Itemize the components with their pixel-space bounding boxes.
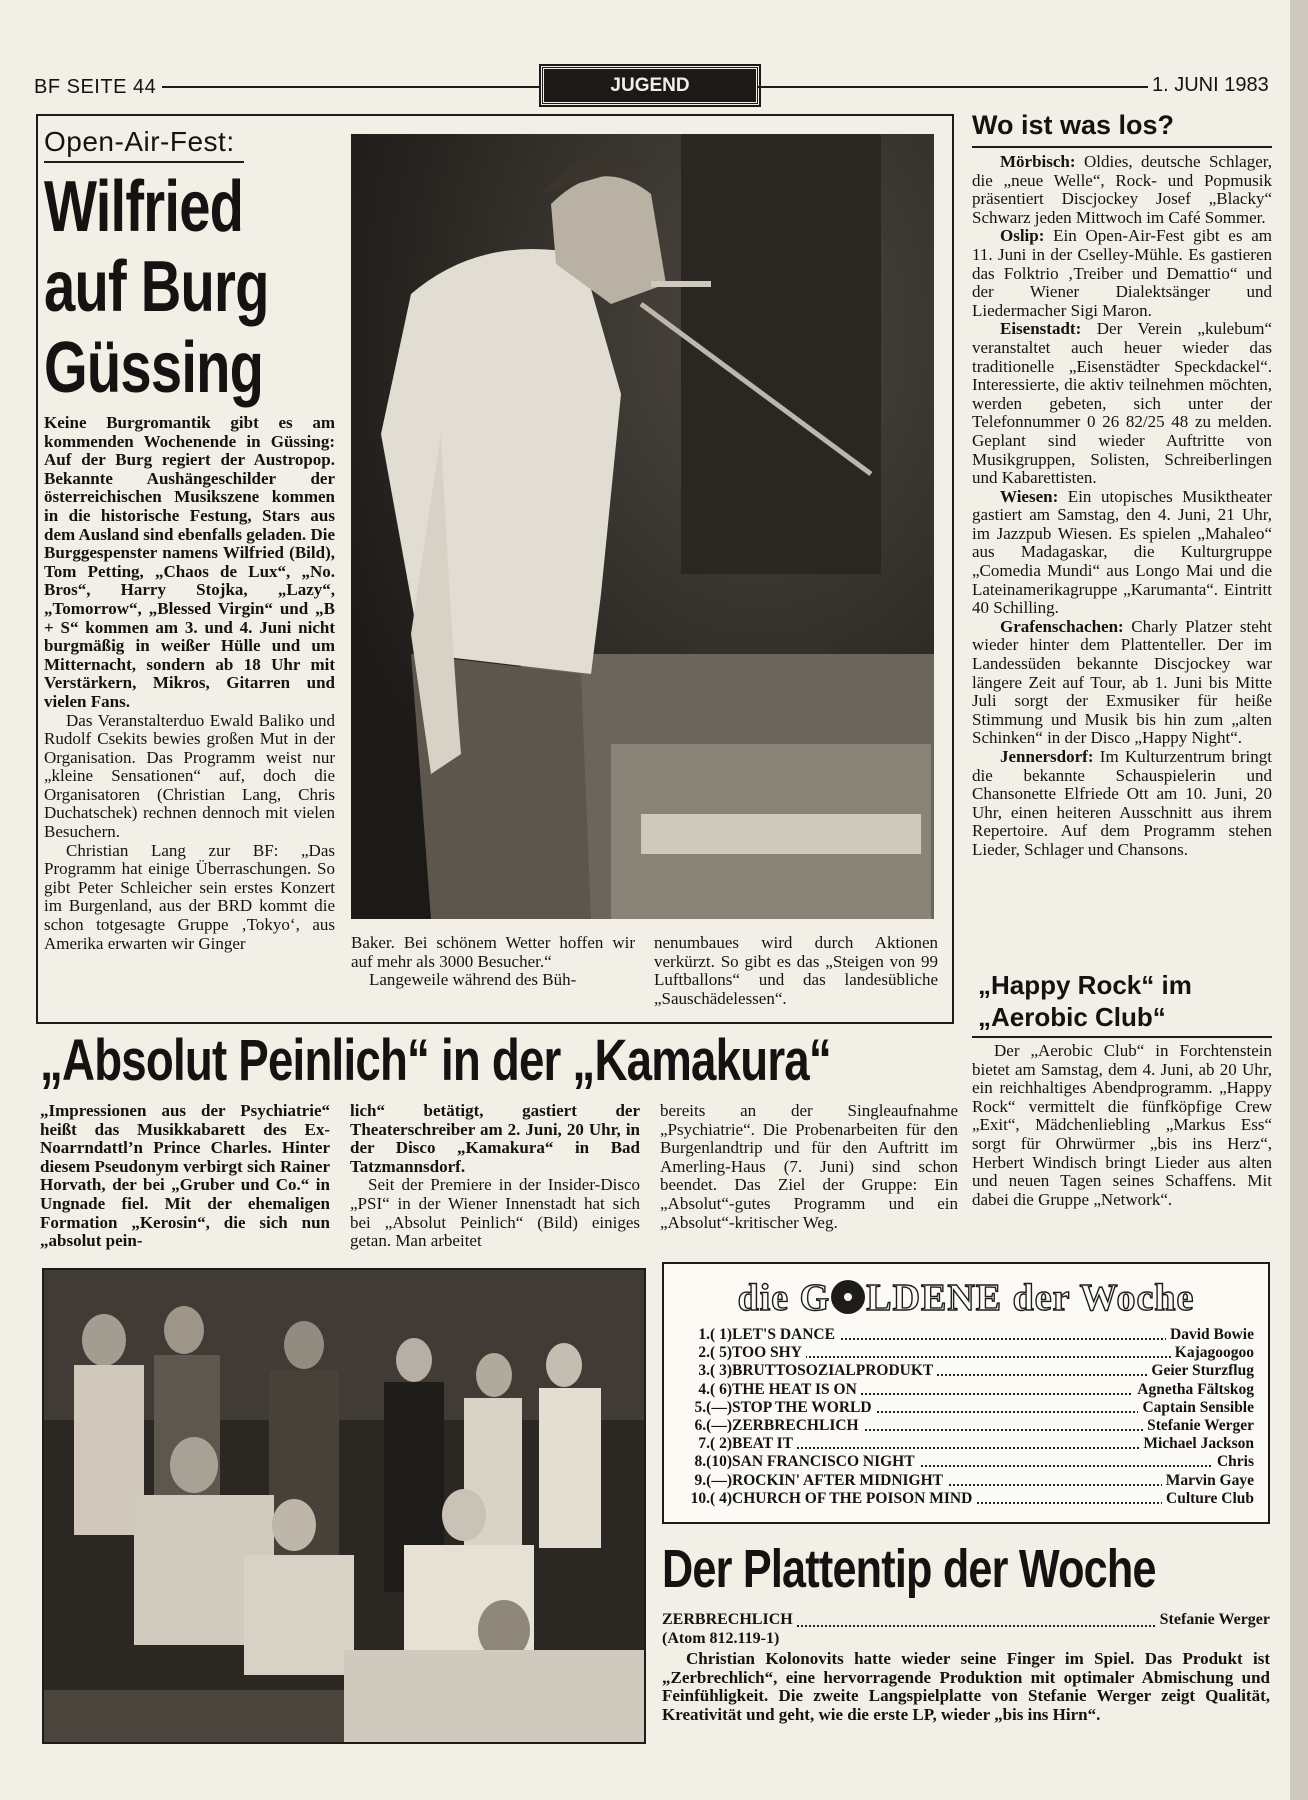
chart-position: [678, 1362, 732, 1380]
plattentip-headline: Der Plattentip der Woche: [662, 1539, 1156, 1599]
sidebar-entry-place: Mörbisch:: [1000, 153, 1076, 171]
chart-position: [678, 1472, 732, 1490]
chart-title-part: G: [799, 1277, 831, 1319]
chart-rank: 8.: [694, 1453, 707, 1471]
sidebar-entry-place: Wiesen:: [1000, 486, 1059, 506]
sidebar-title-rule: [972, 146, 1272, 148]
chart-position: [678, 1381, 732, 1399]
second-col3-text: bereits an der Singleaufnahme „Psychiatrie“. Die Probenarbeiten für den Burgenlandtrip und für den Auftritt im Amerling-Haus (7. Juni) sind schon beendet. Das Ziel der Gruppe: Ein „Absolut“-gutes Programm und ein „Absolut“-kritischer Weg.: [660, 1102, 958, 1232]
happy-rock-rule: [972, 1036, 1272, 1038]
chart-title-part: der Woche: [1002, 1277, 1195, 1319]
chart-song-title: ZERBRECHLICH: [732, 1417, 863, 1434]
chart-rank: 10.: [690, 1489, 711, 1507]
chart-list: [664, 1326, 1268, 1512]
second-col3: [660, 1102, 958, 1252]
lead-photo-graphic: [351, 134, 934, 919]
chart-song-title: THE HEAT IS ON: [732, 1381, 861, 1398]
sidebar-entry-text: Oldies, deutsche Schlager, die „neue Welle“, Rock- und Popmusik präsentiert Discjockey Josef „Blacky“ Schwarz jeden Mittwoch im Café Sommer.: [972, 153, 1272, 227]
page-folio: BF SEITE 44: [34, 76, 157, 98]
chart-position: [678, 1417, 732, 1435]
chart-row: [678, 1381, 1254, 1399]
chart-prev-rank: ( 6): [710, 1380, 732, 1398]
sidebar-entry-place: Oslip:: [1000, 226, 1045, 246]
sidebar-entry: [972, 320, 1272, 487]
chart-position: [678, 1326, 732, 1344]
plattentip-record-artist: Stefanie Werger: [1156, 1611, 1270, 1629]
chart-prev-rank: ( 5): [710, 1344, 732, 1362]
lead-col3-text: nenumbaues wird durch Aktionen verkürzt. So gibt es das „Steigen von 99 Luftballons“ und das landesübliche „Sauschädelessen“.: [654, 934, 938, 1008]
sidebar-entry: [972, 227, 1272, 320]
lead-photo-wilfried: [351, 134, 934, 919]
chart-song-title: TOO SHY: [732, 1344, 806, 1361]
chart-rank: 1.: [698, 1326, 711, 1343]
chart-row: [678, 1362, 1254, 1380]
happy-rock-headline-1: „Happy Rock“ im: [978, 970, 1192, 1000]
chart-artist: Michael Jackson: [1139, 1435, 1254, 1453]
chart-position: [678, 1435, 732, 1453]
chart-box: [662, 1262, 1270, 1524]
chart-rank: 9.: [694, 1471, 707, 1489]
sidebar-entry-text: Ein Open-Air-Fest gibt es am 11. Juni in der Cselley-Mühle. Es gastieren das Folktrio ‚Treiber und Demattio“ und der Wiener Dialektsänger und Liedermacher Sigi Maron.: [972, 226, 1272, 320]
page-edge: [1290, 0, 1308, 1800]
group-photo-graphic: [44, 1270, 644, 1742]
chart-rank: 5.: [694, 1398, 707, 1416]
chart-song-title: LET'S DANCE: [732, 1326, 839, 1343]
lead-headline-line1: Wilfried: [44, 167, 244, 247]
chart-row: [678, 1490, 1254, 1508]
chart-artist: Captain Sensible: [1138, 1399, 1254, 1417]
sidebar-entry-place: Jennersdorf:: [1000, 747, 1094, 766]
header-rule-right: [758, 86, 1148, 88]
record-disc-icon: [831, 1280, 865, 1314]
chart-artist: Kajagoogoo: [1171, 1344, 1254, 1362]
chart-row: [678, 1326, 1254, 1344]
plattentip-text: Christian Kolonovits hatte wieder seine Finger im Spiel. Das Produkt ist „Zerbrechlich“, eine hervorragende Produktion mit optimaler Abmischung und Feinfühligkeit. Die zweite Langspielplatte von Stefanie Werger zeigt Qualität, Kreativität und geht, wie die erste LP, wieder „bis ins Hirn“.: [662, 1650, 1270, 1724]
lead-headline-line2: auf Burg: [44, 247, 269, 327]
chart-song-title: CHURCH OF THE POISON MIND: [732, 1490, 976, 1507]
issue-date: 1. JUNI 1983: [1152, 74, 1269, 96]
section-label-text: JUGEND: [610, 75, 690, 96]
sidebar-entry-place: Grafenschachen:: [1000, 616, 1124, 636]
plattentip-record-line: [662, 1611, 1270, 1631]
chart-rank: 3.: [698, 1362, 711, 1380]
chart-prev-rank: ( 3): [710, 1362, 732, 1380]
chart-title-part: LDENE: [866, 1277, 1003, 1319]
happy-rock-headline-2: „Aerobic Club“: [978, 1002, 1166, 1032]
second-col1: [40, 1102, 330, 1252]
chart-rank: 2.: [698, 1344, 711, 1362]
section-label: [541, 66, 759, 105]
sidebar-entry: [972, 153, 1272, 227]
second-col2-text-a: lich“ betätigt, gastiert der Theaterschreiber am 2. Juni, 20 Uhr, in der Disco „Kamakura“ in Bad Tatzmannsdorf.: [350, 1102, 640, 1176]
sidebar-entry: [972, 488, 1272, 618]
chart-row: [678, 1344, 1254, 1362]
chart-row: [678, 1472, 1254, 1490]
chart-song-title: SAN FRANCISCO NIGHT: [732, 1453, 919, 1470]
chart-artist: Chris: [1213, 1453, 1254, 1471]
lead-kicker-underline: [44, 161, 244, 163]
plattentip-record-title: ZERBRECHLICH: [662, 1611, 797, 1628]
chart-song-title: ROCKIN' AFTER MIDNIGHT: [732, 1472, 947, 1489]
lead-col2-text-a: Baker. Bei schönem Wetter hoffen wir auf mehr als 3000 Besucher.“: [351, 934, 635, 971]
chart-artist: Culture Club: [1162, 1490, 1254, 1508]
sidebar-entry: [972, 618, 1272, 748]
chart-prev-rank: ( 1): [710, 1326, 732, 1343]
chart-title-part: die: [737, 1277, 800, 1319]
lead-col1: [44, 414, 335, 1012]
sidebar-entry-text: Ein utopisches Musiktheater gastiert am Samstag, den 4. Juni, 21 Uhr, im Jazzpub Wiesen. Es spielen „Mahaleo“ aus Madagaskar, die Kulturgruppe „Comedia Mundi“ aus Longo Mai und die Lateinamerikagruppe „Karumanta“. Eintritt 40 Schilling.: [972, 486, 1272, 618]
chart-rank: 7.: [698, 1435, 711, 1453]
lead-col2: [351, 934, 635, 1012]
chart-row: [678, 1399, 1254, 1417]
sidebar-entry-place: Eisenstadt:: [1000, 319, 1082, 339]
second-col2-text-b: Seit der Premiere in der Insider-Disco „PSI“ in der Wiener Innenstadt hat sich bei „Absolut Peinlich“ (Bild) einiges getan. Man arbeitet: [350, 1175, 640, 1251]
chart-song-title: BRUTTOSOZIALPRODUKT: [732, 1362, 937, 1379]
header-rule-left: [162, 86, 540, 88]
chart-position: [678, 1490, 732, 1508]
chart-prev-rank: (10): [706, 1453, 732, 1471]
second-headline: „Absolut Peinlich“ in der „Kamakura“: [40, 1028, 831, 1093]
chart-song-title: BEAT IT: [732, 1435, 797, 1452]
chart-prev-rank: (—): [706, 1398, 732, 1416]
lead-paragraph-2: Christian Lang zur BF: „Das Programm hat einige Überraschungen. So gibt Peter Schleicher sein erstes Konzert im Burgenland, aus der BRD kommt die schon totgesagte Gruppe ‚Tokyo‘, aus Amerika erwarten wir Ginger: [44, 840, 335, 953]
chart-artist: David Bowie: [1166, 1326, 1254, 1344]
sidebar-entry-text: Im Kulturzentrum bringt die bekannte Schauspielerin und Chansonette Elfriede Ott am 10. Juni, 20 Uhr, einen heiteren Ausschnitt aus ihrem Repertoire. Auf dem Programm stehen Lieder, Schlager und Chansons.: [972, 747, 1272, 859]
chart-title: [664, 1276, 1268, 1320]
lead-col3: [654, 934, 938, 1012]
lead-kicker: Open-Air-Fest:: [44, 126, 235, 157]
lead-intro: Keine Burgromantik gibt es am kommenden Wochenende in Güssing: Auf der Burg regiert der Austropop. Bekannte Aushängeschilder der österreichischen Musikszene kommen in die historische Festung, Stars aus dem Ausland sind ebenfalls geladen. Die Burggespenster namens Wilfried (Bild), Tom Petting, „Chaos de Lux“, „No. Bros“, Harry Stojka, „Lazy“, „Tomorrow“, „Blessed Virgin“ und „B + S“ kommen am 3. und 4. Juni nicht burgmäßig in weißer Hülle und um Mitternacht, sondern ab 18 Uhr mit Verstärkern, Mikros, Gitarren und vielen Fans.: [44, 414, 335, 711]
chart-row: [678, 1417, 1254, 1435]
chart-row: [678, 1435, 1254, 1453]
happy-rock-body: [972, 1042, 1272, 1242]
chart-prev-rank: (—): [706, 1471, 732, 1489]
happy-rock-text: Der „Aerobic Club“ in Forchtenstein bietet am Samstag, dem 4. Juni, ab 20 Uhr, ein reichhaltiges Abendprogramm. „Happy Rock“ vermittelt die fünfköpfige Crew „Exit“, Mädchenliebling „Markus Ess“ sorgt für Ohrwürmer „bis ins Herz“, Herbert Windisch bringt Lieder aus alten und neuen Tagen seines Schaffens. Mit dabei die Gruppe „Network“.: [972, 1042, 1272, 1209]
sidebar-entry: [972, 748, 1272, 860]
chart-prev-rank: (—): [706, 1417, 732, 1434]
lead-paragraph-1: Das Veranstalterduo Ewald Baliko und Rudolf Csekits bewies großen Mut in der Organisation. Das Programm weist nur „kleine Sensationen“ auf, doch die Organisatoren (Christian Lang, Chris Duchatschek) rechnen dennoch mit vielen Besuchern.: [44, 710, 335, 842]
chart-rank: 6.: [694, 1417, 707, 1434]
chart-song-title: STOP THE WORLD: [732, 1399, 876, 1416]
lead-headline-line3: Güssing: [44, 328, 264, 408]
group-photo-absolut-peinlich: [42, 1268, 646, 1744]
sidebar-body: [972, 153, 1272, 961]
chart-row: [678, 1453, 1254, 1471]
plattentip-body: [662, 1650, 1270, 1750]
chart-artist: Agnetha Fältskog: [1133, 1381, 1254, 1399]
chart-position: [678, 1399, 732, 1417]
plattentip-catalog: (Atom 812.119-1): [662, 1630, 780, 1647]
chart-prev-rank: ( 4): [710, 1489, 732, 1507]
chart-prev-rank: ( 2): [710, 1435, 732, 1453]
sidebar-title: Wo ist was los?: [972, 110, 1175, 140]
second-col1-text: „Impressionen aus der Psychiatrie“ heißt das Musikkabarett des Ex-Noarrndattl’n Prince Charles. Hinter diesem Pseudonym verbirgt sich Rainer Horvath, der bei „Gruber und Co.“ in Ungnade fiel. Mit der ehemaligen Formation „Kerosin“, die sich nun „absolut pein-: [40, 1102, 330, 1251]
chart-rank: 4.: [698, 1380, 711, 1398]
sidebar-entry-text: Charly Platzer steht wieder hinter dem Plattenteller. Der im Landessüden bekannte Discjockey war längere Zeit auf Tour, ab 1. Juni bis Mitte Juli sorgt der Exmusiker für heiße Stimmung und Musik bis hin zum „alten Schinken“ in der Disco „Happy Night“.: [972, 616, 1272, 748]
sidebar-entry-text: Der Verein „kulebum“ veranstaltet auch heuer wieder das traditionelle „Eisenstädter Speckdackel“. Interessierte, die aktiv teilnehmen möchten, werden gebeten, sich unter der Telefonnummer 0 26 82/25 48 zu melden. Geplant sind wieder Auftritte von Musikgruppen, Solisten, Schreiberlingen und Kabarettisten.: [972, 319, 1272, 488]
chart-artist: Geier Sturzflug: [1147, 1362, 1254, 1380]
chart-position: [678, 1344, 732, 1362]
chart-artist: Stefanie Werger: [1143, 1417, 1254, 1435]
chart-artist: Marvin Gaye: [1162, 1472, 1254, 1490]
second-col2: [350, 1102, 640, 1252]
lead-col2-text-b: Langeweile während des Büh-: [369, 970, 577, 990]
chart-position: [678, 1453, 732, 1471]
